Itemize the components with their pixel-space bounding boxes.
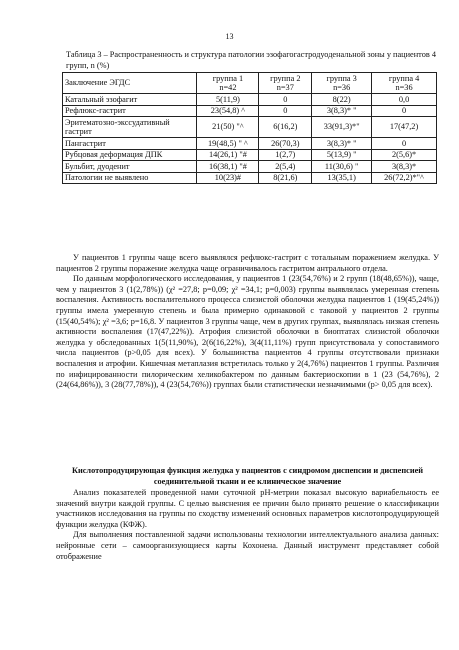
table-cell: 23(54,8) ^ xyxy=(197,105,259,117)
header-group-4 xyxy=(372,73,437,94)
table-cell: 0 xyxy=(259,94,312,106)
table-cell: 0 xyxy=(372,105,437,117)
header-group-1 xyxy=(197,73,259,94)
egds-table xyxy=(62,72,437,184)
table-cell: 8(22) xyxy=(312,94,372,106)
paragraph: У пациентов 1 группы чаще всего выявлялся рефлюкс-гастрит с тотальным поражением желудка. У пациентов 2 группы поражение желудка чаще ограничивалось гастритом антрального отдела. xyxy=(56,253,439,273)
table-cell: 10(23)# xyxy=(197,172,259,184)
page-number: 13 xyxy=(225,32,234,41)
table-row xyxy=(63,117,437,138)
row-label: Рефлюкс-гастрит xyxy=(63,105,197,117)
table-cell: 1(2,7) xyxy=(259,149,312,161)
table-caption: Таблица 3 – Распространенность и структура патологии эзофагогастродуоденальной зоны у пациентов 4 групп, n (%) xyxy=(66,50,436,70)
table-cell: 3(8,3)* " xyxy=(312,138,372,150)
header-group-3 xyxy=(312,73,372,94)
paragraph: По данным морфологического исследования, у пациентов 1 (23(54,76%) и 2 групп (18(48,65%)), чаще, чем у пациентов 3 (1(2,78%)) (χ² =27,8; p=0,09; χ² =34,1; p=0,003) группы выявлялась умеренная степень воспаления. Активность воспалительного процесса слизистой оболочки желудка пациентов 1 (19(45,24%)) группы имела умеренную степень и была примерно одинаковой с таковой у пациентов 2 группы (15(40,54%); χ² =3,6; p=16,8. У пациентов 3 группы чаще, чем в других группах, выявлялась низкая степень активности воспаления (17(47,22%)). Атрофия слизистой оболочки в биоптатах слизистой оболочки желудка у обследованных 1(5(11,90%), 2(6(16,22%), 3(4(11,11%) групп присутствовала у сопоставимого числа пациентов (p>0,05 для всех). У большинства пациентов 4 группы отсутствовали признаки воспаления и атрофии. Кишечная метаплазия встретилась только у 2(4,76%) пациентов 1 группы. Различия по инфицированности пилорическим хеликобактером по данным бактериоскопии в 1 (23 (54,76%), 2 (24(64,86%)), 3 (28(77,78%)), 4 (23(54,76%)) группах были статистически незначимыми (p> 0,05 для всех). xyxy=(56,274,439,390)
table-cell: 5(13,9) " xyxy=(312,149,372,161)
table-cell: 2(5,4) xyxy=(259,161,312,173)
group-name: группа 4 xyxy=(388,73,420,83)
table-cell: 26(70,3) xyxy=(259,138,312,150)
table-cell: 0 xyxy=(259,105,312,117)
table-cell: 11(30,6) " xyxy=(312,161,372,173)
group-name: группа 3 xyxy=(326,73,357,83)
table-cell: 26(72,2)*"^ xyxy=(372,172,437,184)
table-header-row xyxy=(63,73,437,94)
group-name: группа 2 xyxy=(270,73,301,83)
table-cell: 19(48,5) " ^ xyxy=(197,138,259,150)
row-label: Рубцовая деформация ДПК xyxy=(63,149,197,161)
group-n: n=36 xyxy=(395,83,413,92)
paragraph: Анализ показателей проведенной нами суточной pH-метрии показал высокую вариабельность ее значений внутри каждой группы. С целью выяснения ее причин было принято решение о классификации участников исследования на группы по сходству изменений основных параметров кислотопродуцирующей функции желудка (КФЖ). xyxy=(56,488,439,529)
table-row xyxy=(63,172,437,184)
table-cell: 21(50) "^ xyxy=(197,117,259,138)
table-cell: 3(8,3)* " xyxy=(312,105,372,117)
table-cell: 3(8,3)* xyxy=(372,161,437,173)
row-label: Бульбит, дуоденит xyxy=(63,161,197,173)
table-cell: 33(91,3)*" xyxy=(312,117,372,138)
row-label: Пангастрит xyxy=(63,138,197,150)
table-row xyxy=(63,138,437,150)
body-text-section-2 xyxy=(56,488,439,562)
group-n: n=42 xyxy=(219,83,237,92)
group-n: n=37 xyxy=(276,83,294,92)
table-cell: 13(35,1) xyxy=(312,172,372,184)
table-cell: 2(5,6)* xyxy=(372,149,437,161)
table-row xyxy=(63,161,437,173)
table-row xyxy=(63,94,437,106)
header-group-2 xyxy=(259,73,312,94)
paragraph: Для выполнения поставленной задачи использованы технологии интеллектуального анализа данных: нейронные сети – самоорганизующиеся карты Кохонена. Данный инструмент представляет собой отображение xyxy=(56,530,439,561)
table-cell: 6(16,2) xyxy=(259,117,312,138)
table-row xyxy=(63,105,437,117)
table-cell: 14(26,1) "# xyxy=(197,149,259,161)
group-n: n=36 xyxy=(333,83,351,92)
row-label: Эритематозно-экссудативный гастрит xyxy=(63,117,197,138)
table-cell: 17(47,2) xyxy=(372,117,437,138)
body-text-section-1 xyxy=(56,253,439,391)
table-cell: 0 xyxy=(372,138,437,150)
group-name: группа 1 xyxy=(212,73,244,83)
section-heading: Кислотопродуцирующая функция желудка у пациентов с синдромом диспепсии и диспепсией соединительной ткани и ее клиническое значение xyxy=(71,466,424,486)
table-cell: 0,0 xyxy=(372,94,437,106)
table-cell: 16(38,1) "# xyxy=(197,161,259,173)
table-row xyxy=(63,149,437,161)
header-conclusion: Заключение ЭГДС xyxy=(63,73,197,94)
row-label: Катальный эзофагит xyxy=(63,94,197,106)
table-cell: 8(21,6) xyxy=(259,172,312,184)
table-cell: 5(11,9) xyxy=(197,94,259,106)
row-label: Патологии не выявлено xyxy=(63,172,197,184)
